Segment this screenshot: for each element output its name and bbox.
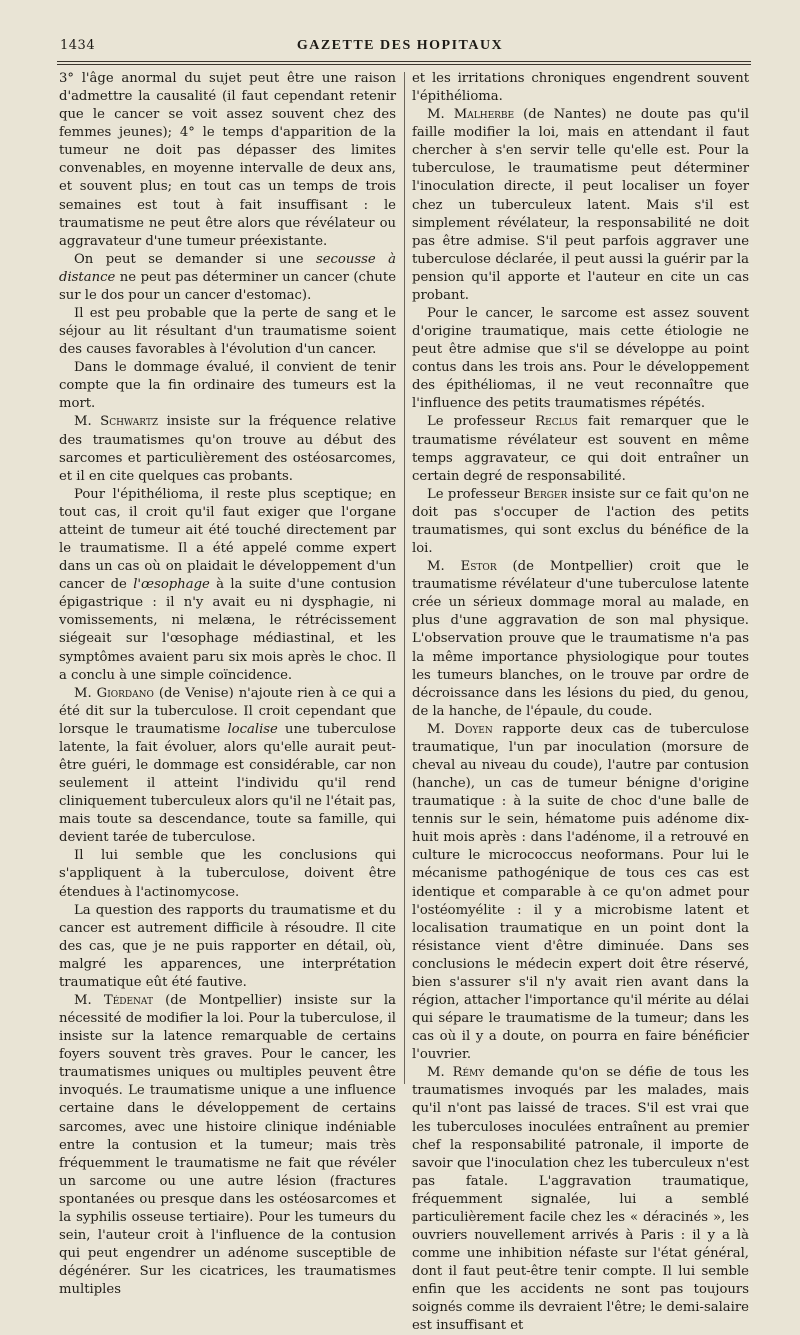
text-run: demande qu'on se défie de tous les traumatismes invoqués par les malades, mais qu'il n'ont pas laissé de traces. S'il est vrai que les tuberculoses inoculées entraînent au premier chef la responsabilité patronale, il importe de savoir que l'inoculation chez les tuberculeux n'est pas fatale. L'aggravation traumatique, fréquemment signalée, lui a semblé particulièrement facile chez les « déracinés », les ouvriers nouvellement arrivés à Paris : il y a là comme une inhibition néfaste sur l'état général, dont il faut peut-être tenir compte. Il lui semble enfin que les accidents ne sont pas toujours soignés comme ils devraient l'être; le demi-salaire est insuffisant et — [412, 1065, 749, 1334]
text-run: M. — [427, 1065, 453, 1081]
italic-text: l'œsophage — [133, 577, 210, 593]
page-header — [0, 30, 800, 60]
author-name: Rémy — [452, 1065, 485, 1081]
italic-text: localise — [227, 721, 278, 737]
paragraph — [59, 413, 396, 485]
author-name: Doyen — [454, 721, 493, 737]
text-run: Le professeur — [427, 486, 524, 502]
header-rule-top — [57, 61, 751, 62]
paragraph: Dans le dommage évalué, il convient de tenir compte que la fin ordinaire des tumeurs est la mort. — [59, 360, 396, 412]
journal-title: GAZETTE DES HOPITAUX — [296, 38, 504, 53]
paragraph — [412, 1064, 749, 1335]
text-run: rapporte deux cas de tuberculose traumatique, l'un par inoculation (morsure de cheval au niveau du coude), l'autre par contusion (hanche), un cas de tumeur bénigne d'origine traumatique : à la suite de choc d'une balle de tennis sur le sein, hématome puis adénome dix-huit mois après : dans l'adénome, il a retrouvé en culture le micrococcus neoformans. Pour lui le mécanisme pathogénique de tous ces cas est identique et comparable à ce qu'on admet pour l'ostéomyélite : il y a microbisme latent et localisation traumatique en un point dont la résistance vient d'être diminuée. Dans ses conclusions le médecin expert doit être réservé, bien s'assurer s'il n'y avait rien avant dans la région, attacher l'importance qu'il mérite au délai qui sépare le traumatisme de la tumeur; dans les cas où il y a doute, on pourra en faire bénéficier l'ouvrier. — [412, 721, 749, 1063]
text-run: M. — [427, 107, 454, 123]
paragraph: 3° l'âge anormal du sujet peut être une raison d'admettre la causalité (il faut cependant retenir que le cancer se voit assez souvent chez des femmes jeunes); 4° le temps d'apparition de la tumeur ne doit pas dépasser des limites convenables, en moyenne intervalle de deux ans, et souvent plus; en tout cas un temps de trois semaines est tout à fait insuffisant : le traumatisme ne peut être alors que révélateur ou aggravateur d'une tumeur préexistante. — [59, 71, 396, 249]
author-name: Giordano — [96, 685, 154, 701]
paragraph — [412, 106, 749, 305]
text-run: (de Venise) n'ajoute rien à ce qui a été dit sur la tuberculose. Il croit cependant que lorsque le traumatisme — [59, 685, 396, 737]
paragraph — [59, 992, 396, 1299]
author-name: Tédenat — [103, 992, 153, 1008]
paragraph: Il lui semble que les conclusions qui s'appliquent à la tuberculose, doivent être étendues à l'actinomycose. — [59, 848, 396, 900]
text-run: (de Montpellier) insiste sur la nécessité de modifier la loi. Pour la tuberculose, il insiste sur la latence remarquable de certains foyers souvent très graves. Pour le cancer, les traumatismes uniques ou multiples peuvent être invoqués. Le traumatisme unique a une influence certaine dans le développement de certains sarcomes, avec une histoire clinique indéniable entre la contusion et la tumeur; mais très fréquemment le traumatisme ne fait que révéler un sarcome ou une autre lésion (fractures spontanées ou presque dans les ostéosarcomes et la syphilis osseuse tertiaire). Pour les tumeurs du sein, l'auteur croit à l'influence de la contusion qui peut engendrer un adénome susceptible de dégénérer. Sur les cicatrices, les traumatismes multiples — [59, 992, 396, 1298]
text-run: M. — [427, 721, 455, 737]
right-column — [412, 70, 749, 1334]
text-run: insiste sur la fréquence relative des traumatismes qu'on trouve au début des sarcomes et particulièrement des ostéosarcomes, et il en cite quelques cas probants. — [59, 414, 396, 484]
text-run: M. — [74, 414, 101, 430]
paragraph — [412, 558, 749, 721]
page-number: 1434 — [60, 38, 96, 53]
author-name: Malherbe — [453, 107, 515, 123]
text-run: (de Montpellier) croit que le traumatisme révélateur d'une tuberculose latente crée un sérieux dommage moral au malade, en plus d'une aggravation de son mal physique. L'observation prouve que le traumatisme n'a pas la même importance physiologique pour toutes les tumeurs blanches, on le trouve par ordre de décroissance dans les lésions du pied, du genou, de la hanche, de l'épaule, du coude. — [412, 559, 749, 719]
column-divider — [404, 72, 405, 1084]
paragraph — [59, 251, 396, 305]
author-name: Berger — [523, 486, 568, 502]
paragraph — [412, 721, 749, 1064]
header-rule-bottom — [57, 64, 751, 65]
author-name: Estor — [460, 559, 497, 575]
text-run: M. — [74, 685, 97, 701]
paragraph — [412, 486, 749, 558]
text-run: à la suite d'une contusion épigastrique : il n'y avait eu ni dysphagie, ni vomissements, ni melæna, le rétrécissement siégeait sur l'œsophage médiastinal, et les symptômes avaient paru six mois après le choc. Il a conclu à une simple coïncidence. — [59, 577, 396, 683]
text-run: M. — [427, 559, 461, 575]
text-run: une tuberculose latente, la fait évoluer, alors qu'elle aurait peut-être guéri, le dommage est considérable, car non seulement il atteint l'individu qu'il rend cliniquement tuberculeux alors qu'il ne l'était pas, mais toute sa descendance, toute sa famille, qui devient tarée de tuberculose. — [59, 721, 396, 846]
text-run: fait remarquer que le traumatisme révélateur est souvent en même temps aggravateur, ce qui doit entraîner un certain degré de responsabilité. — [412, 414, 749, 484]
text-run: (de Nantes) ne doute pas qu'il faille modifier la loi, mais en attendant il faut chercher à s'en servir telle qu'elle est. Pour la tuberculose, le traumatisme peut déterminer l'inoculation directe, il peut localiser un foyer chez un tuberculeux latent. Mais s'il est simplement révélateur, la responsabilité ne doit pas être admise. S'il peut parfois aggraver une tuberculose déclarée, il peut aussi la guérir par la pension qu'il apporte et l'auteur en cite un cas probant. — [412, 107, 749, 303]
italic-text: secousse à distance — [59, 251, 396, 285]
text-run: On peut se demander si une — [74, 251, 316, 267]
left-column — [59, 70, 396, 1298]
paragraph — [59, 685, 396, 848]
paragraph: La question des rapports du traumatisme et du cancer est autrement difficile à résoudre. Il cite des cas, que je ne puis rapporter en détail, où, malgré les apparences, une interprétation traumatique eût été fautive. — [59, 902, 396, 990]
paragraph: Il est peu probable que la perte de sang et le séjour au lit résultant d'un traumatisme soient des causes favorables à l'évolution d'un cancer. — [59, 306, 396, 358]
paragraph: Pour le cancer, le sarcome est assez souvent d'origine traumatique, mais cette étiologie ne peut être admise que s'il se développe au point contus dans les trois ans. Pour le développement des épithéliomas, il ne veut reconnaître que l'influence des petits traumatismes répétés. — [412, 306, 749, 412]
paragraph — [59, 486, 396, 685]
text-run: ne peut pas déterminer un cancer (chute sur le dos pour un cancer d'estomac). — [59, 269, 396, 303]
author-name: Reclus — [535, 414, 578, 430]
text-run: M. — [74, 992, 104, 1008]
text-run: insiste sur ce fait qu'on ne doit pas s'occuper de l'action des petits traumatismes, qui sont exclus du bénéfice de la loi. — [412, 486, 749, 557]
author-name: Schwartz — [100, 414, 159, 430]
text-run: Le professeur — [427, 414, 536, 430]
paragraph: et les irritations chroniques engendrent souvent l'épithélioma. — [412, 71, 749, 105]
text-run: Pour l'épithélioma, il reste plus sceptique; en tout cas, il croit qu'il faut exiger que l'organe atteint de tumeur ait été touché directement par le traumatisme. Il a été appelé comme expert dans un cas où on plaidait le développement d'un cancer de — [59, 486, 396, 593]
paragraph — [412, 413, 749, 485]
